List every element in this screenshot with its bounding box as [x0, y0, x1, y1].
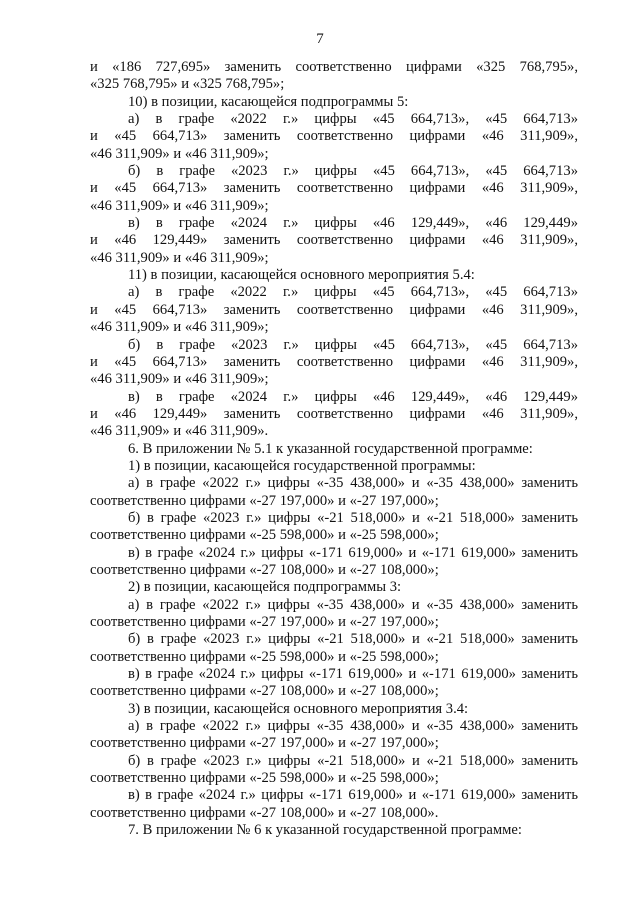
- text-line: б) в графе «2023 г.» цифры «-21 518,000» и «-21 518,000» заменить: [128, 752, 578, 769]
- text-line: 1) в позиции, касающейся государственной программы:: [128, 457, 476, 474]
- text-line: «46 311,909» и «46 311,909»;: [90, 145, 269, 162]
- text-line: соответственно цифрами «-27 108,000» и «-27 108,000».: [90, 804, 439, 821]
- text-line: «46 311,909» и «46 311,909»;: [90, 249, 269, 266]
- text-line: и «45 664,713» заменить соответственно цифрами «46 311,909»,: [90, 128, 578, 145]
- text-line: «46 311,909» и «46 311,909».: [90, 423, 269, 440]
- text-line: соответственно цифрами «-27 197,000» и «-27 197,000»;: [90, 735, 439, 752]
- text-line: соответственно цифрами «-27 108,000» и «-27 108,000»;: [90, 561, 439, 578]
- text-line: а) в графе «2022 г.» цифры «-35 438,000» и «-35 438,000» заменить: [128, 596, 578, 613]
- text-line: «46 311,909» и «46 311,909»;: [90, 319, 269, 336]
- text-line: 11) в позиции, касающейся основного мероприятия 5.4:: [128, 267, 475, 284]
- text-line: соответственно цифрами «-25 598,000» и «-25 598,000»;: [90, 527, 439, 544]
- text-line: а) в графе «2022 г.» цифры «45 664,713», «45 664,713»: [128, 111, 578, 128]
- text-line: и «46 129,449» заменить соответственно цифрами «46 311,909»,: [90, 232, 578, 249]
- text-line: и «45 664,713» заменить соответственно цифрами «46 311,909»,: [90, 180, 578, 197]
- text-line: в) в графе «2024 г.» цифры «-171 619,000» и «-171 619,000» заменить: [128, 544, 578, 561]
- text-line: б) в графе «2023 г.» цифры «45 664,713», «45 664,713»: [128, 163, 578, 180]
- text-line: а) в графе «2022 г.» цифры «45 664,713», «45 664,713»: [128, 284, 578, 301]
- text-line: соответственно цифрами «-25 598,000» и «-25 598,000»;: [90, 770, 439, 787]
- text-line: а) в графе «2022 г.» цифры «-35 438,000» и «-35 438,000» заменить: [128, 475, 578, 492]
- text-line: б) в графе «2023 г.» цифры «-21 518,000» и «-21 518,000» заменить: [128, 631, 578, 648]
- text-line: соответственно цифрами «-27 108,000» и «-27 108,000»;: [90, 683, 439, 700]
- text-line: в) в графе «2024 г.» цифры «46 129,449», «46 129,449»: [128, 215, 578, 232]
- text-line: в) в графе «2024 г.» цифры «46 129,449», «46 129,449»: [128, 388, 578, 405]
- text-line: 6. В приложении № 5.1 к указанной государственной программе:: [128, 440, 533, 457]
- text-line: и «186 727,695» заменить соответственно цифрами «325 768,795»,: [90, 59, 578, 75]
- text-line: 3) в позиции, касающейся основного мероприятия 3.4:: [128, 700, 469, 717]
- text-line: 7. В приложении № 6 к указанной государственной программе:: [128, 822, 522, 839]
- text-line: соответственно цифрами «-25 598,000» и «-25 598,000»;: [90, 648, 439, 665]
- text-line: «46 311,909» и «46 311,909»;: [90, 371, 269, 388]
- text-line: и «45 664,713» заменить соответственно цифрами «46 311,909»,: [90, 301, 578, 318]
- text-line: 10) в позиции, касающейся подпрограммы 5:: [128, 93, 409, 110]
- page-number: 7: [316, 31, 324, 47]
- text-line: соответственно цифрами «-27 197,000» и «-27 197,000»;: [90, 492, 439, 509]
- text-line: и «45 664,713» заменить соответственно цифрами «46 311,909»,: [90, 353, 578, 370]
- text-line: в) в графе «2024 г.» цифры «-171 619,000» и «-171 619,000» заменить: [128, 787, 578, 804]
- text-line: а) в графе «2022 г.» цифры «-35 438,000» и «-35 438,000» заменить: [128, 718, 578, 735]
- text-line: в) в графе «2024 г.» цифры «-171 619,000» и «-171 619,000» заменить: [128, 666, 578, 683]
- text-line: «325 768,795» и «325 768,795»;: [90, 76, 285, 93]
- text-line: «46 311,909» и «46 311,909»;: [90, 197, 269, 214]
- text-line: и «46 129,449» заменить соответственно цифрами «46 311,909»,: [90, 405, 578, 422]
- text-line: б) в графе «2023 г.» цифры «-21 518,000» и «-21 518,000» заменить: [128, 509, 578, 526]
- text-line: 2) в позиции, касающейся подпрограммы 3:: [128, 579, 402, 596]
- text-line: соответственно цифрами «-27 197,000» и «-27 197,000»;: [90, 614, 439, 630]
- text-line: б) в графе «2023 г.» цифры «45 664,713», «45 664,713»: [128, 336, 578, 353]
- document-body: [90, 59, 578, 839]
